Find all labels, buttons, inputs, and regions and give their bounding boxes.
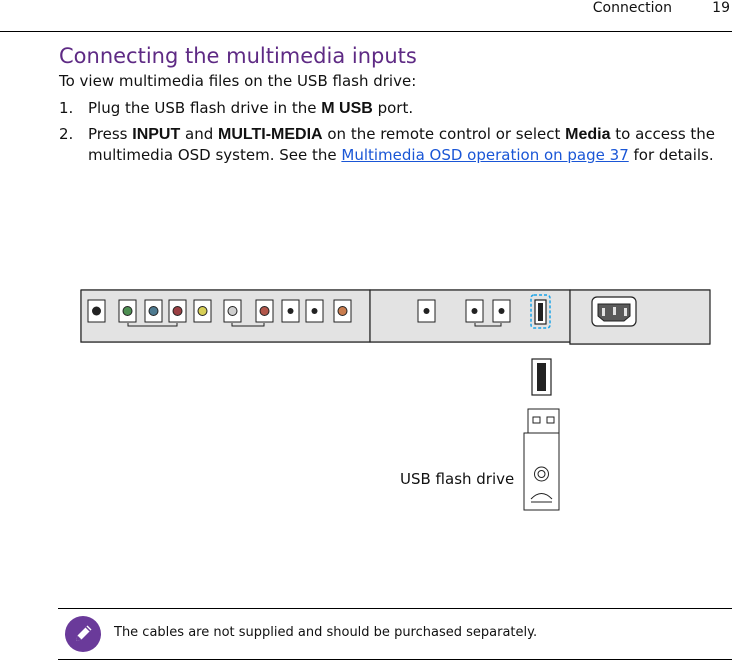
step-text: Press xyxy=(88,125,133,143)
steps-list xyxy=(59,98,729,170)
button-name: INPUT xyxy=(132,126,181,143)
av-ports xyxy=(194,300,273,326)
connector-panel-icon xyxy=(80,286,712,516)
usb-flash-drive-icon xyxy=(524,409,559,510)
usb-flash-drive-label: USB flash drive xyxy=(400,470,515,488)
step-text: for details. xyxy=(628,146,714,164)
step-1 xyxy=(59,98,729,119)
page-title: Connecting the multimedia inputs xyxy=(59,44,417,68)
connection-diagram xyxy=(80,286,712,516)
power-socket-icon xyxy=(592,297,636,326)
intro-text: To view multimedia files on the USB flash drive: xyxy=(59,72,417,90)
audio-jacks xyxy=(282,300,351,322)
rs232-port xyxy=(88,300,105,322)
button-name: MULTI-MEDIA xyxy=(218,126,323,143)
note-text: The cables are not supplied and should be purchased separately. xyxy=(114,625,538,640)
pencil-icon xyxy=(65,616,101,652)
step-2 xyxy=(59,124,729,165)
step-text: and xyxy=(180,125,219,143)
step-text: Plug the USB flash drive in the xyxy=(88,99,322,117)
menu-option: Media xyxy=(565,126,611,143)
page-number: 19 xyxy=(712,0,730,16)
step-number: 1. xyxy=(59,99,74,117)
usb-plug-icon xyxy=(532,359,551,395)
note-box xyxy=(58,608,732,660)
step-text: on the remote control or select xyxy=(322,125,566,143)
port-name: M USB xyxy=(321,100,373,117)
page-header xyxy=(0,0,732,32)
step-text: port. xyxy=(372,99,414,117)
header-section-title: Connection xyxy=(592,0,672,16)
step-number: 2. xyxy=(59,125,74,143)
cross-reference-link[interactable]: Multimedia OSD operation on page 37 xyxy=(341,146,629,164)
step-text: to access the multimedia OSD system. See the xyxy=(88,125,716,164)
component-ports xyxy=(119,300,186,326)
